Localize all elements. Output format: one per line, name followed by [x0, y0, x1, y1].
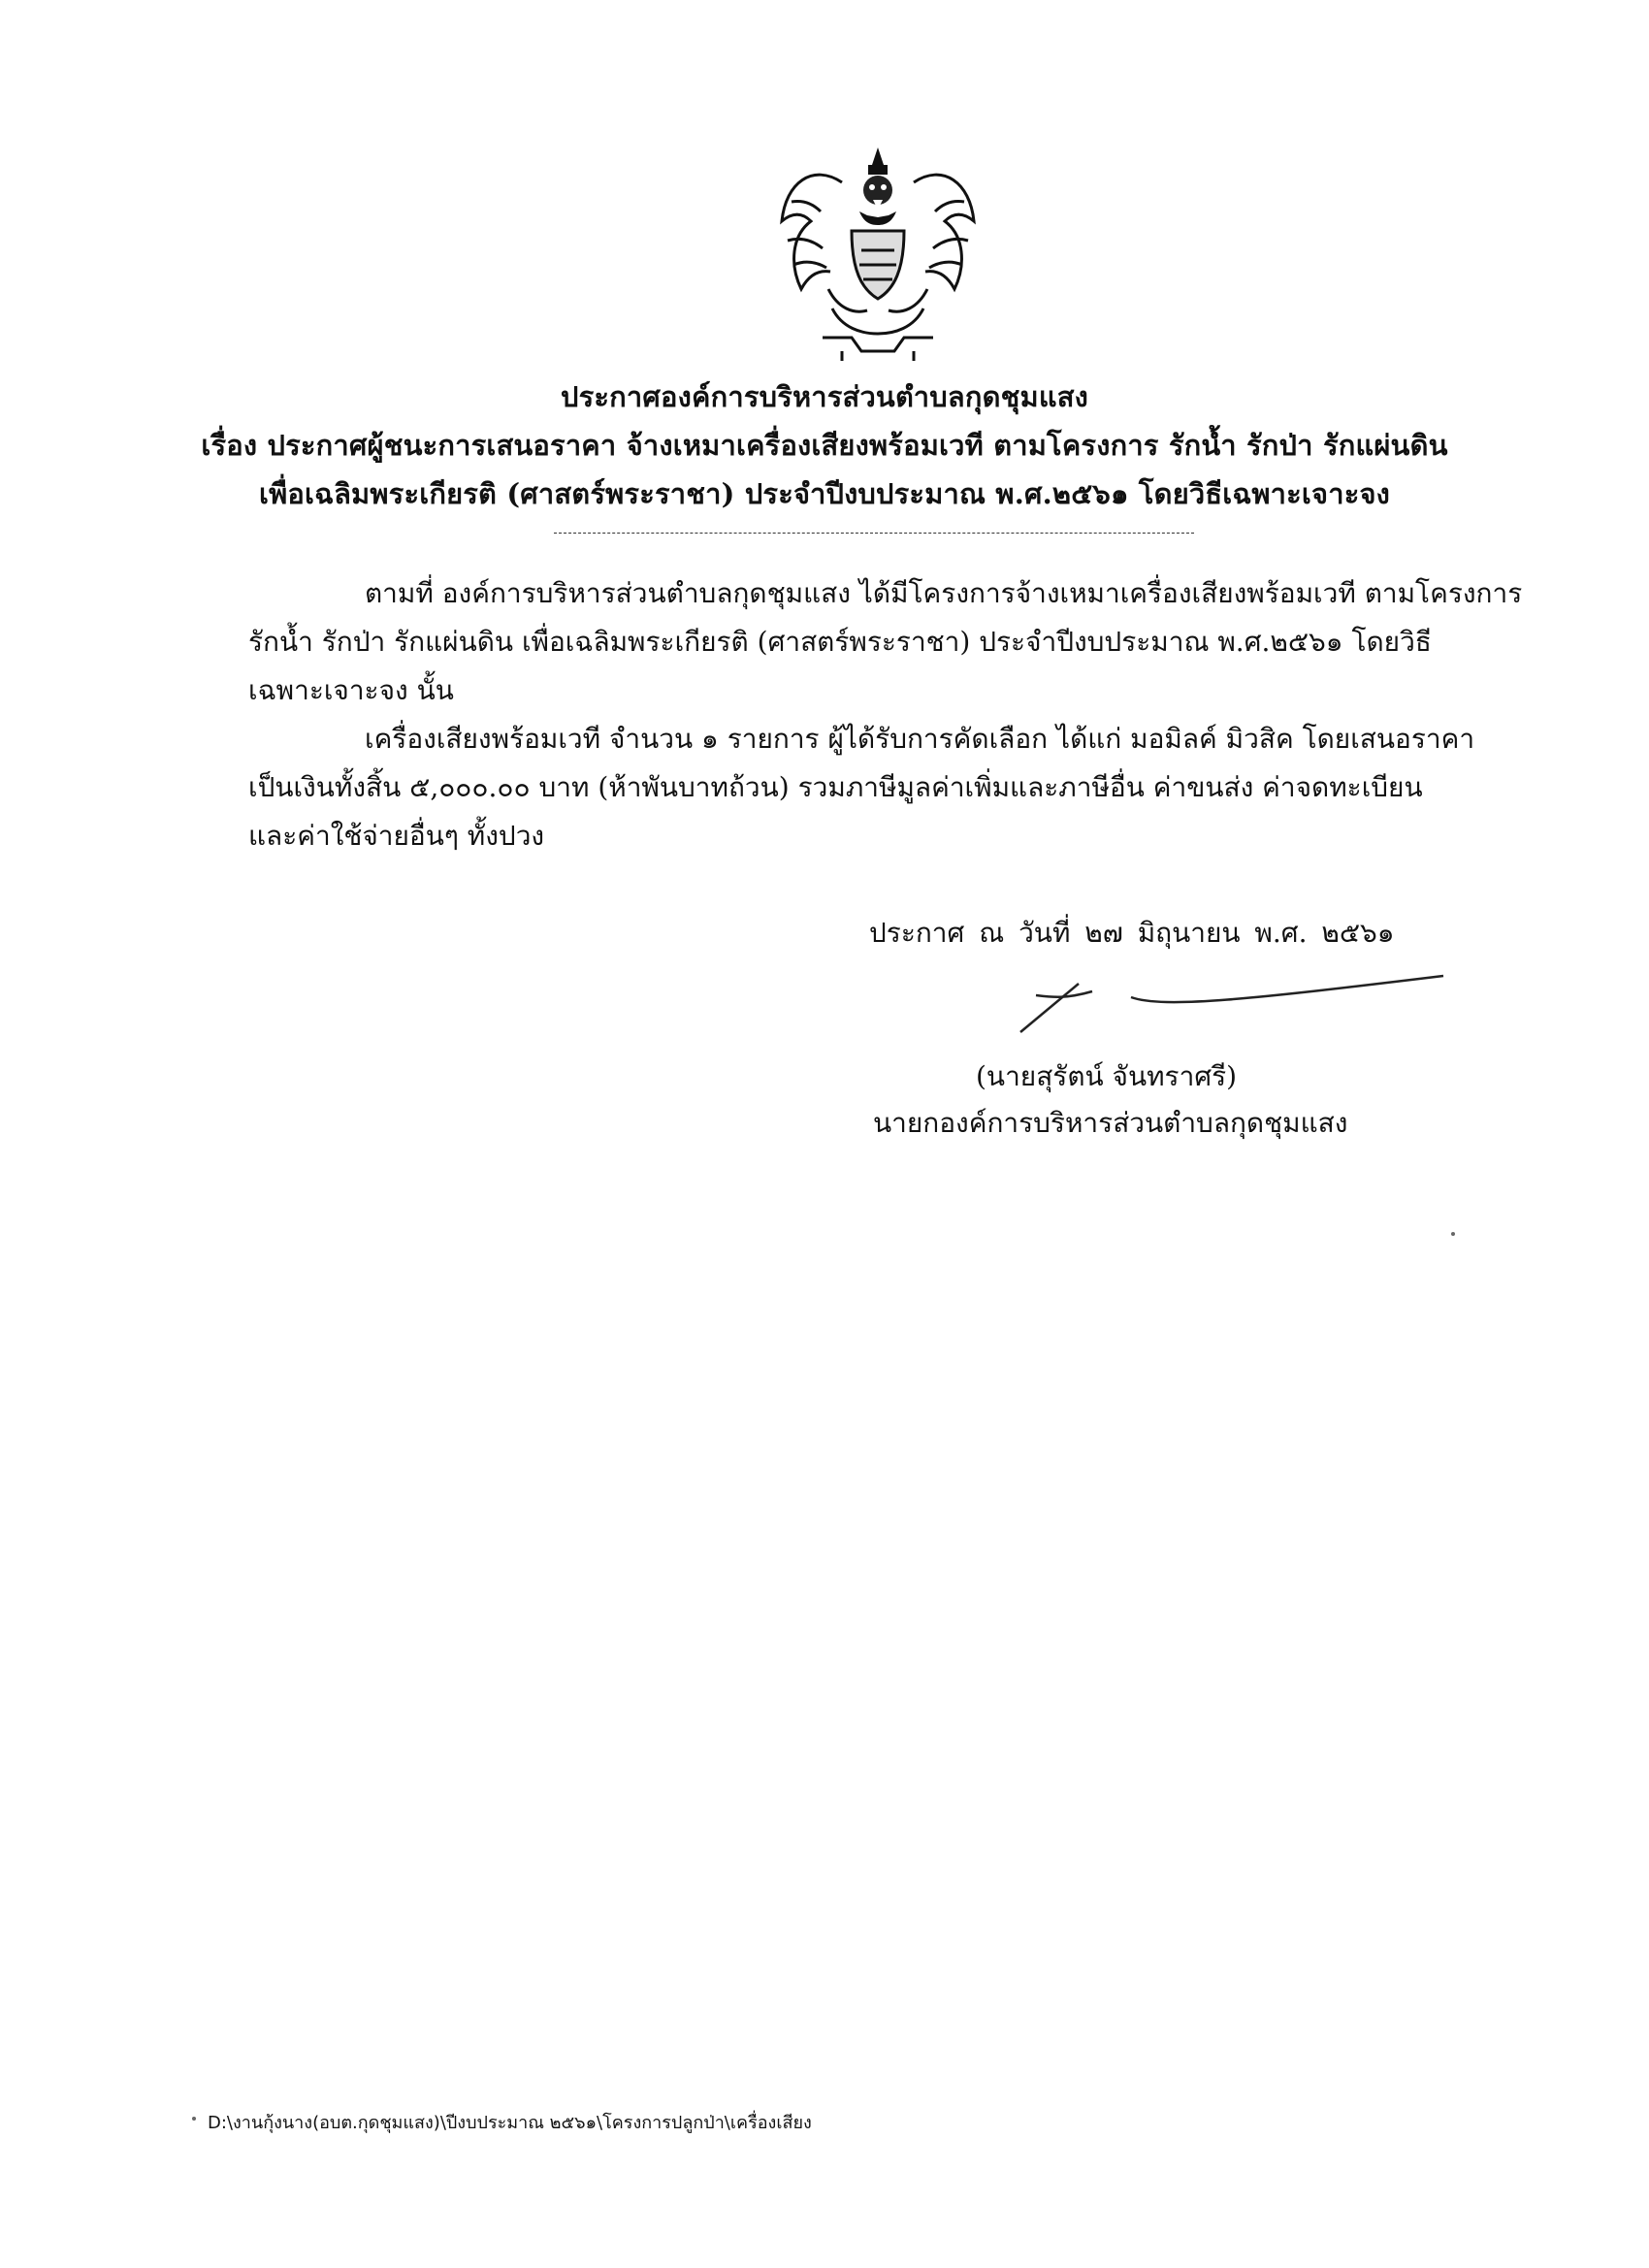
title-separator: [554, 533, 1194, 534]
paragraph-1-line-3: เฉพาะเจาะจง นั้น: [248, 674, 454, 706]
paragraph-2-line-3: และค่าใช้จ่ายอื่นๆ ทั้งปวง: [248, 820, 545, 852]
handwritten-signature: [1018, 970, 1445, 1038]
garuda-emblem-icon: [774, 144, 982, 365]
signer-position: นายกองค์การบริหารส่วนตำบลกุดชุมแสง: [873, 1107, 1348, 1139]
announcement-title: ประกาศองค์การบริหารส่วนตำบลกุดชุมแสง: [560, 380, 1088, 413]
signer-name: (นายสุรัตน์ จันทราศรี): [976, 1060, 1238, 1092]
announcement-subject-line1: เรื่อง ประกาศผู้ชนะการเสนอราคา จ้างเหมาเครื่องเสียงพร้อมเวที ตามโครงการ รักน้ำ รักป่า รักแผ่นดิน: [201, 429, 1448, 462]
paragraph-2-line-1: เครื่องเสียงพร้อมเวที จำนวน ๑ รายการ ผู้ได้รับการคัดเลือก ได้แก่ มอมิลค์ มิวสิค โดยเสนอราคา: [365, 723, 1475, 755]
announcement-subject-line2: เพื่อเฉลิมพระเกียรติ (ศาสตร์พระราชา) ประจำปีงบประมาณ พ.ศ.๒๕๖๑ โดยวิธีเฉพาะเจาะจง: [258, 477, 1391, 510]
scan-speck: [1451, 1232, 1455, 1236]
paragraph-2-line-2: เป็นเงินทั้งสิ้น ๕,๐๐๐.๐๐ บาท (ห้าพันบาทถ้วน) รวมภาษีมูลค่าเพิ่มและภาษีอื่น ค่าขนส่ง ค่าจดทะเบียน: [248, 771, 1423, 803]
footer-file-path: D:\งานกุ้งนาง(อบต.กุดชุมแสง)\ปีงบประมาณ ๒๕๖๑\โครงการปลูกป่า\เครื่องเสียง: [208, 2113, 812, 2133]
paragraph-1-line-2: รักน้ำ รักป่า รักแผ่นดิน เพื่อเฉลิมพระเกียรติ (ศาสตร์พระราชา) ประจำปีงบประมาณ พ.ศ.๒๕๖๑ โดยวิธี: [248, 626, 1432, 658]
announcement-date: ประกาศ ณ วันที่ ๒๗ มิถุนายน พ.ศ. ๒๕๖๑: [869, 917, 1395, 949]
paragraph-1-line-1: ตามที่ องค์การบริหารส่วนตำบลกุดชุมแสง ได้มีโครงการจ้างเหมาเครื่องเสียงพร้อมเวที ตามโครงการ: [365, 577, 1523, 609]
scan-speck: [192, 2117, 196, 2121]
